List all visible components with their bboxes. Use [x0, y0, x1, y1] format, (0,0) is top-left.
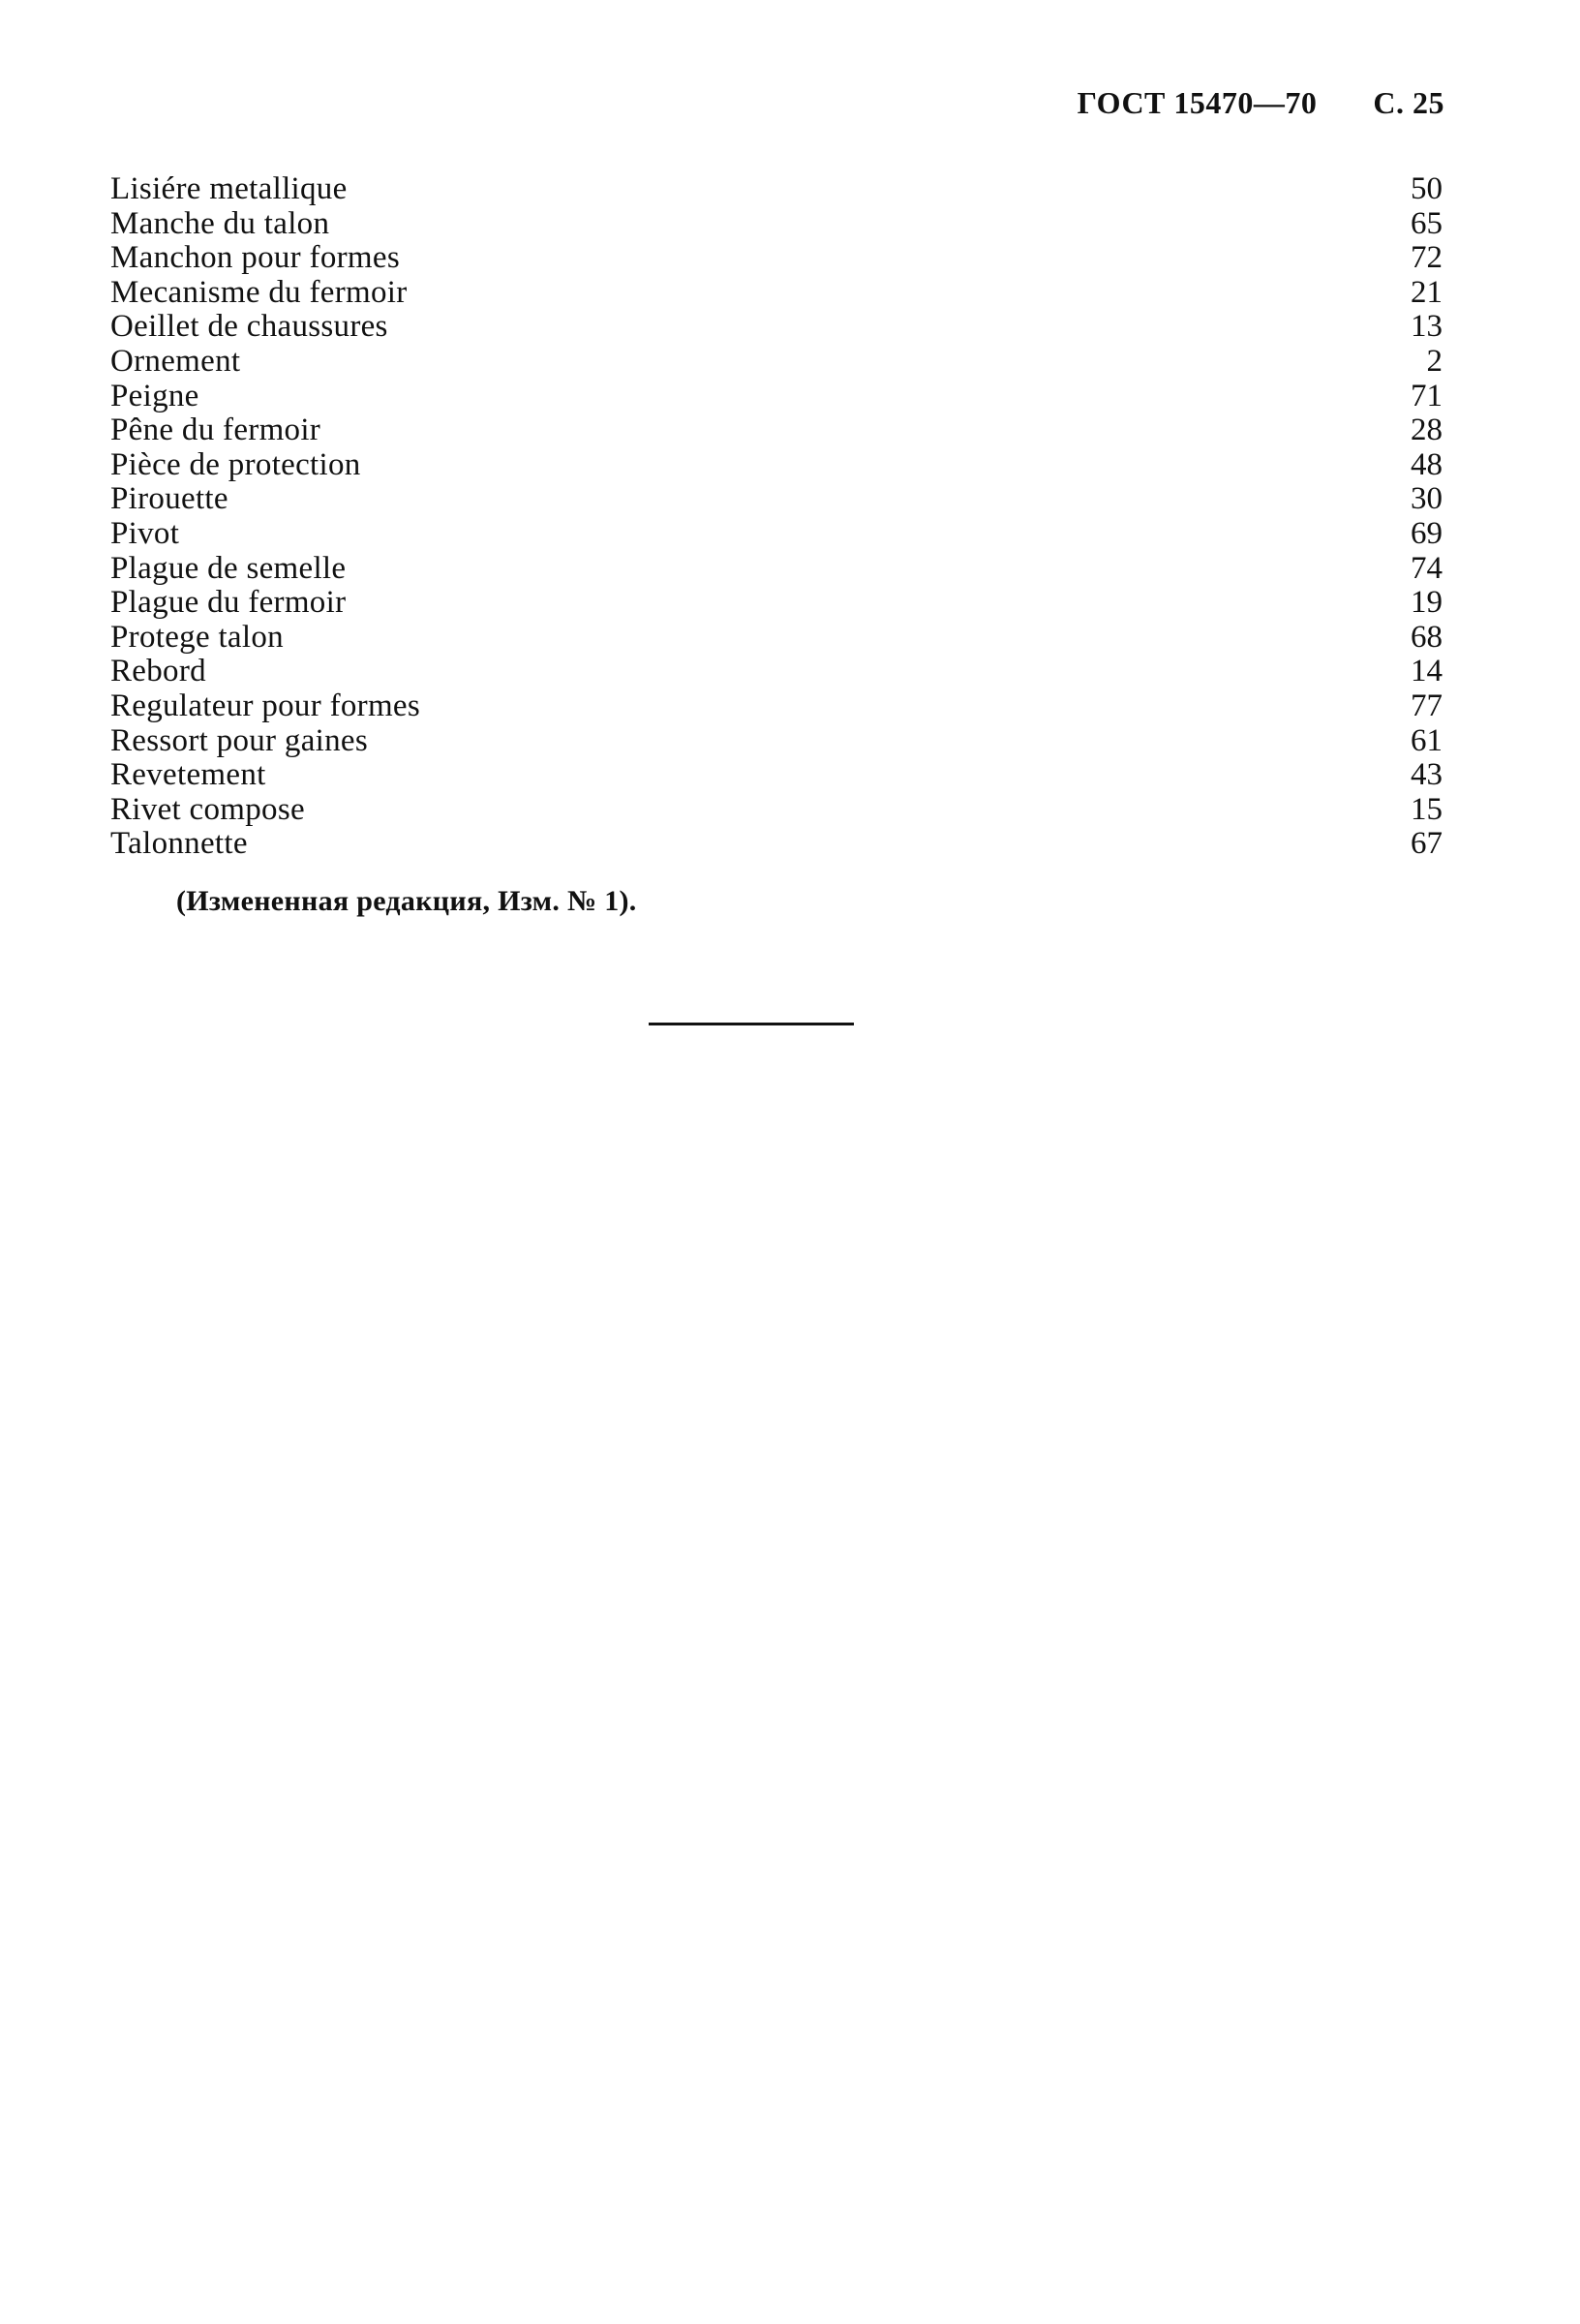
index-number: 14 [1411, 654, 1443, 689]
index-number: 77 [1411, 688, 1443, 723]
index-number: 15 [1411, 791, 1443, 827]
index-row [110, 276, 1443, 311]
index-row [110, 241, 1443, 276]
index-term: Ornement [110, 343, 241, 379]
index-term: Mecanisme du fermoir [110, 274, 408, 310]
index-row [110, 345, 1443, 380]
index-term: Protege talon [110, 619, 284, 655]
index-row [110, 380, 1443, 414]
index-row [110, 552, 1443, 587]
index-row [110, 724, 1443, 759]
index-term: Ressort pour gaines [110, 722, 368, 758]
page-number: С. 25 [1373, 85, 1444, 120]
index-row [110, 655, 1443, 689]
index-term: Lisiére metallique [110, 171, 348, 206]
index-number: 21 [1411, 274, 1443, 310]
index-term: Regulateur pour formes [110, 688, 421, 723]
index-number: 69 [1411, 515, 1443, 551]
index-term: Plague de semelle [110, 550, 347, 586]
index-row [110, 758, 1443, 793]
index-term: Revetement [110, 757, 266, 793]
index-number: 50 [1411, 171, 1443, 206]
index-term: Talonnette [110, 826, 248, 862]
index-term: Oeillet de chaussures [110, 309, 388, 345]
index-row [110, 793, 1443, 828]
index-number: 28 [1411, 413, 1443, 448]
index-number: 61 [1411, 722, 1443, 758]
standard-designation: ГОСТ 15470—70 [1077, 85, 1318, 120]
index-row [110, 621, 1443, 656]
index-row [110, 310, 1443, 345]
index-number: 43 [1411, 757, 1443, 793]
index-term: Plague du fermoir [110, 585, 347, 621]
index-number: 19 [1411, 585, 1443, 621]
index-row [110, 448, 1443, 483]
index-term: Peigne [110, 378, 199, 413]
index-number: 74 [1411, 550, 1443, 586]
index-term: Rivet compose [110, 791, 305, 827]
index-number: 30 [1411, 481, 1443, 517]
index-row [110, 517, 1443, 552]
index-row [110, 482, 1443, 517]
index-number: 2 [1426, 343, 1443, 379]
index-term: Rebord [110, 654, 206, 689]
index-row [110, 413, 1443, 448]
term-index-list [110, 172, 1443, 862]
index-number: 67 [1411, 826, 1443, 862]
index-number: 13 [1411, 309, 1443, 345]
index-number: 48 [1411, 446, 1443, 482]
index-term: Pirouette [110, 481, 228, 517]
index-term: Pêne du fermoir [110, 413, 321, 448]
index-row [110, 172, 1443, 207]
index-number: 65 [1411, 205, 1443, 241]
index-term: Pivot [110, 515, 180, 551]
end-divider [649, 1023, 854, 1025]
amendment-note: (Измененная редакция, Изм. № 1). [176, 885, 637, 917]
index-term: Pièce de protection [110, 446, 361, 482]
index-row [110, 689, 1443, 724]
index-row [110, 827, 1443, 862]
index-number: 71 [1411, 378, 1443, 413]
index-number: 72 [1411, 240, 1443, 276]
index-term: Manche du talon [110, 205, 330, 241]
index-term: Manchon pour formes [110, 240, 400, 276]
page-header [1078, 85, 1444, 121]
index-row [110, 207, 1443, 242]
index-row [110, 586, 1443, 621]
index-number: 68 [1411, 619, 1443, 655]
